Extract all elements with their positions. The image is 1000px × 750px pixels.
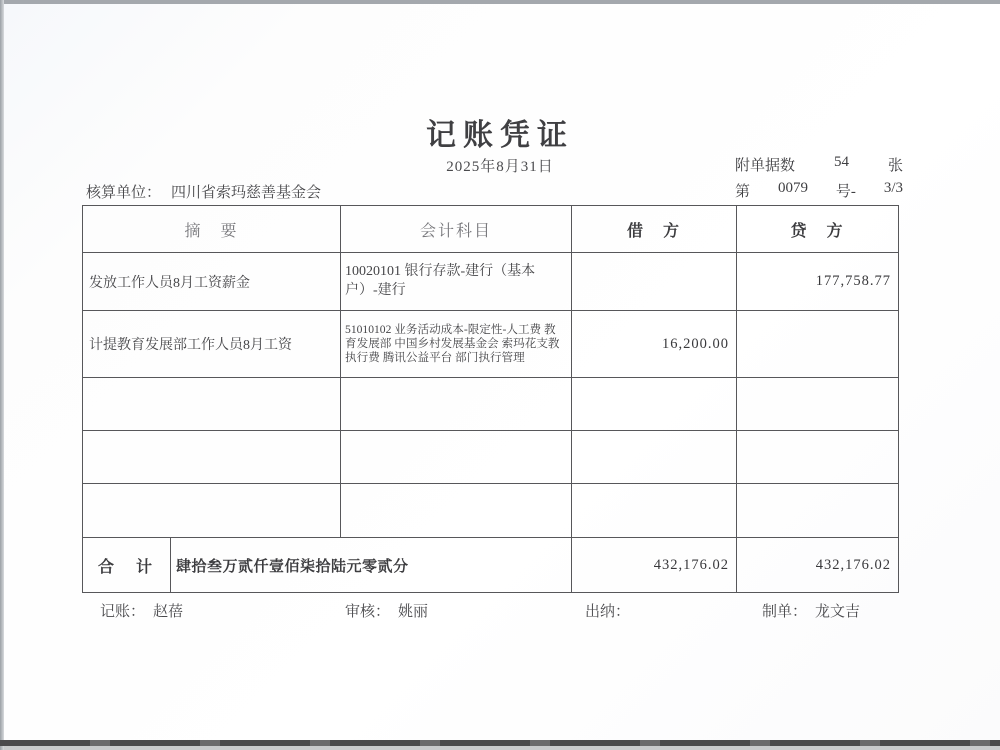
cell-summary <box>83 378 341 431</box>
table-row <box>83 378 899 431</box>
header-account: 会计科目 <box>341 206 572 253</box>
cell-summary: 发放工作人员8月工资薪金 <box>83 253 341 311</box>
header-debit: 借 方 <box>572 206 737 253</box>
preparer-signature <box>762 600 860 621</box>
header-row <box>83 206 899 253</box>
cell-credit <box>737 484 899 538</box>
cell-account: 51010102 业务活动成本-限定性-人工费 教育发展部 中国乡村发展基金会 索玛花支教 执行费 腾讯公益平台 部门执行管理 <box>341 311 572 378</box>
cell-account <box>341 431 572 484</box>
reviewer-label: 审核： <box>345 604 391 620</box>
table-row <box>83 484 899 538</box>
cashier-signature <box>585 600 638 621</box>
table-row <box>83 311 899 378</box>
cell-account: 10020101 银行存款-建行（基本户）-建行 <box>341 253 572 311</box>
total-row <box>83 538 899 593</box>
reviewer-name: 姚丽 <box>398 604 429 620</box>
voucher-number: 0079 <box>777 180 808 196</box>
table-row <box>83 253 899 311</box>
preparer-label: 制单： <box>762 604 808 620</box>
number-suffix: 号- <box>835 184 856 200</box>
scan-edge-top <box>0 0 1000 4</box>
reviewer-signature <box>345 600 428 621</box>
attachment-label: 附单据数 <box>735 158 796 174</box>
bookkeeper-signature <box>100 600 183 621</box>
voucher-table <box>82 205 899 593</box>
reference-block <box>735 154 903 206</box>
header-summary: 摘 要 <box>83 206 341 253</box>
unit-label: 核算单位： <box>86 185 162 201</box>
attachment-count: 54 <box>834 154 849 170</box>
voucher-title: 记账凭证 <box>426 119 574 152</box>
cell-debit <box>572 378 737 431</box>
cell-summary <box>83 431 341 484</box>
cell-account <box>341 484 572 538</box>
preparer-name: 龙文吉 <box>815 604 861 620</box>
unit-name: 四川省索玛慈善基金会 <box>171 185 322 201</box>
cell-credit <box>737 431 899 484</box>
total-credit: 432,176.02 <box>737 538 899 593</box>
page-indicator: 3/3 <box>883 180 903 196</box>
cell-summary <box>83 484 341 538</box>
cell-debit <box>572 253 737 311</box>
cell-credit <box>737 311 899 378</box>
cell-account <box>341 378 572 431</box>
total-debit: 432,176.02 <box>572 538 737 593</box>
cell-debit <box>572 484 737 538</box>
table-row <box>83 431 899 484</box>
bookkeeper-name: 赵蓓 <box>153 604 184 620</box>
total-amount-in-words: 肆拾叁万贰仟壹佰柒拾陆元零贰分 <box>171 538 572 593</box>
number-prefix: 第 <box>735 184 751 200</box>
cell-debit <box>572 431 737 484</box>
cell-debit: 16,200.00 <box>572 311 737 378</box>
attachment-row <box>735 154 903 175</box>
cashier-label: 出纳： <box>585 604 631 620</box>
header-credit: 贷 方 <box>737 206 899 253</box>
bookkeeper-label: 记账： <box>100 604 146 620</box>
scan-edge-bottom <box>0 740 1000 746</box>
cell-credit: 177,758.77 <box>737 253 899 311</box>
voucher-number-row <box>735 180 903 201</box>
cell-summary: 计提教育发展部工作人员8月工资 <box>83 311 341 378</box>
attachment-unit: 张 <box>887 158 903 174</box>
accounting-unit-line <box>86 181 321 202</box>
cell-credit <box>737 378 899 431</box>
voucher-date: 2025年8月31日 <box>446 159 554 175</box>
total-label: 合 计 <box>83 538 171 593</box>
